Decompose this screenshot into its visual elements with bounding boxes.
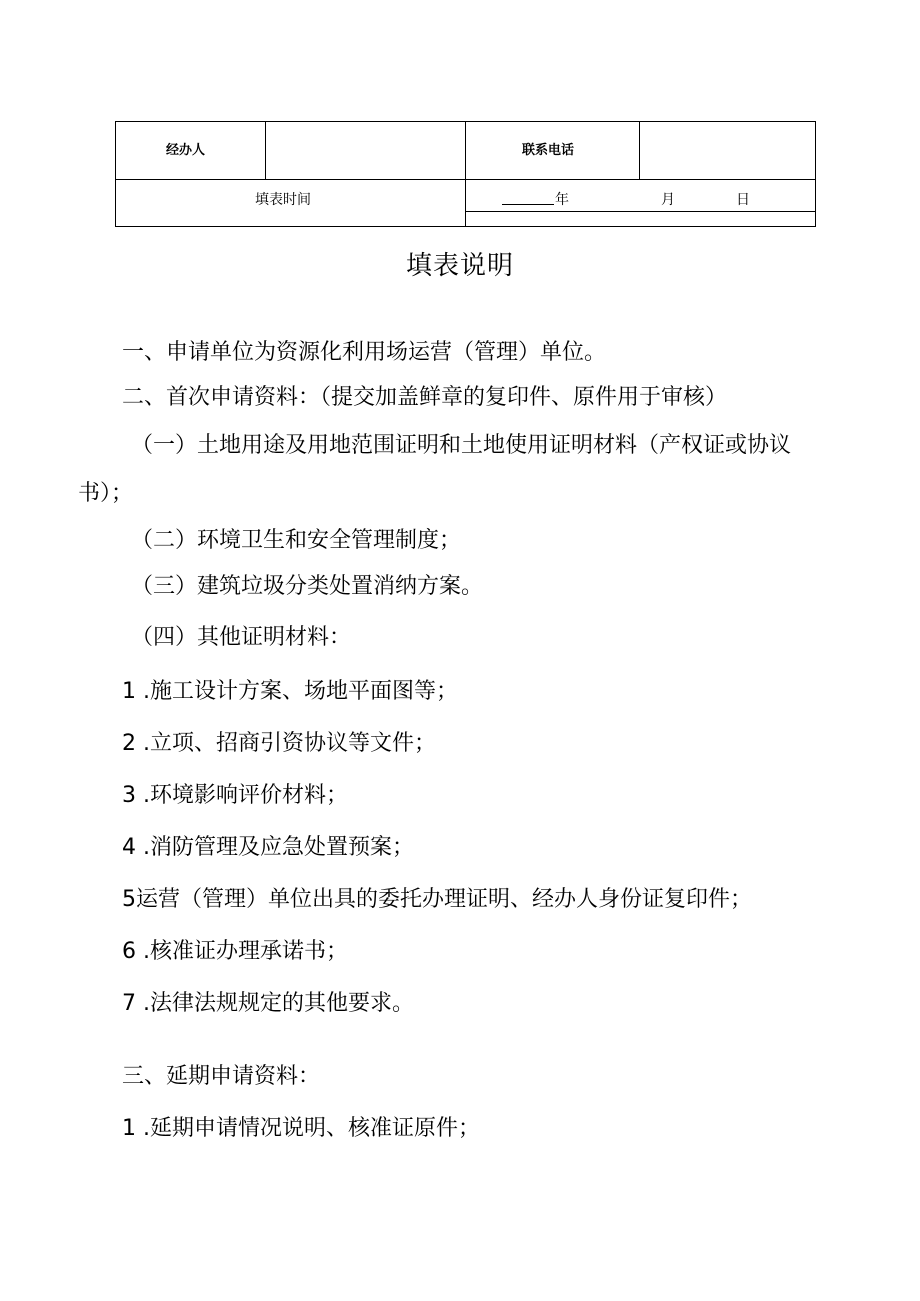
section-2-item-2: （二）环境卫生和安全管理制度； <box>131 528 462 553</box>
handler-label: 经办人 <box>166 143 206 158</box>
section-1: 一、申请单位为资源化利用场运营（管理）单位。 <box>122 340 607 365</box>
instructions-title: 填表说明 <box>405 251 514 281</box>
list-item-7: 7 .法律法规规定的其他要求。 <box>122 991 414 1016</box>
list-item-5: 5运营（管理）单位出具的委托办理证明、经办人身份证复印件； <box>122 887 752 912</box>
date-cell-inner-line <box>465 211 815 212</box>
list-item-1: 1 .施工设计方案、场地平面图等； <box>122 679 458 704</box>
list-item-6: 6 .核准证办理承诺书； <box>122 939 348 964</box>
list-item-2: 2 .立项、招商引资协议等文件； <box>122 731 436 756</box>
phone-input-cell[interactable] <box>640 122 815 179</box>
section-3-heading: 三、延期申请资料： <box>122 1064 321 1089</box>
section-2-item-1-line-1: （一）土地用途及用地范围证明和土地使用证明材料（产权证或协议 <box>131 433 792 458</box>
list-item-4: 4 .消防管理及应急处置预案； <box>122 835 414 860</box>
date-year-unit: 年 <box>555 192 569 208</box>
list-item-3: 3 .环境影响评价材料； <box>122 783 348 808</box>
date-input-cell[interactable] <box>466 180 815 211</box>
date-day-unit: 日 <box>736 192 750 208</box>
section-2-item-4: （四）其他证明材料： <box>131 625 352 650</box>
section-3-item-1: 1 .延期申请情况说明、核准证原件； <box>122 1116 480 1141</box>
phone-label: 联系电话 <box>522 143 575 158</box>
date-label: 填表时间 <box>255 192 311 208</box>
section-2-heading: 二、首次申请资料：（提交加盖鲜章的复印件、原件用于审核） <box>122 385 728 410</box>
section-2-item-1-line-2: 书）； <box>78 481 134 506</box>
date-year-blank <box>502 192 554 205</box>
section-2-item-3: （三）建筑垃圾分类处置消纳方案。 <box>131 574 484 599</box>
application-form-table <box>115 121 816 227</box>
date-month-unit: 月 <box>661 192 675 208</box>
handler-input-cell[interactable] <box>266 122 465 179</box>
